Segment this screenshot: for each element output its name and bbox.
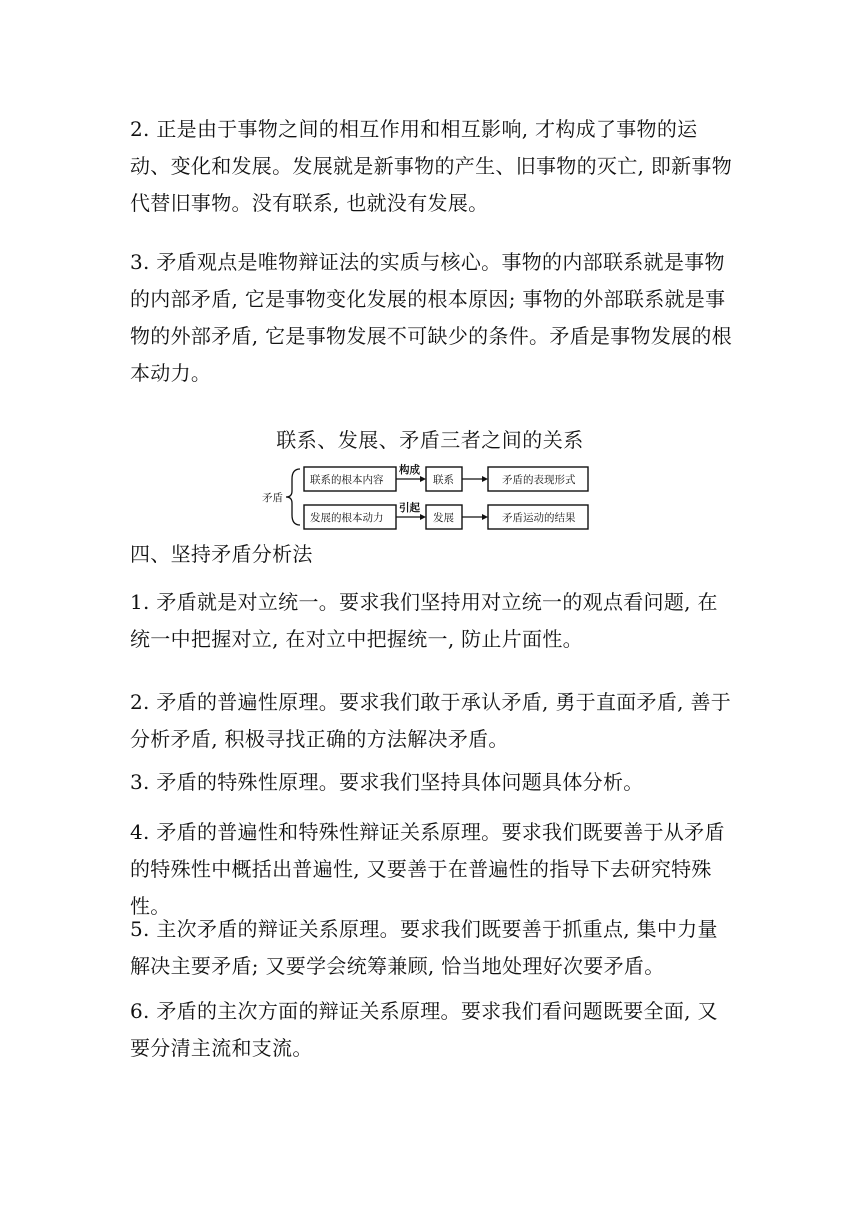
arrowhead-row2-1 (420, 514, 426, 520)
box-row1-1-label: 联系的根本内容 (310, 474, 384, 486)
arrow-row2-label: 引起 (399, 502, 420, 514)
list-item: 2. 矛盾的普遍性原理。要求我们敢于承认矛盾, 勇于直面矛盾, 善于分析矛盾, 积极寻找正确的方法解决矛盾。 (130, 690, 732, 751)
box-row2-3-label: 矛盾运动的结果 (502, 512, 576, 524)
list-item: 5. 主次矛盾的辩证关系原理。要求我们既要善于抓重点, 集中力量解决主要矛盾; 又要学会统筹兼顾, 恰当地处理好次要矛盾。 (130, 917, 718, 978)
paragraph-2: 2. 正是由于事物之间的相互作用和相互影响, 才构成了事物的运动、变化和发展。发展就是新事物的产生、旧事物的灭亡, 即新事物代替旧事物。没有联系, 也就没有发展。 (130, 117, 733, 215)
arrowhead-row1-2 (482, 476, 488, 482)
box-row1-2-label: 联系 (433, 474, 454, 486)
arrow-row1-label: 构成 (399, 464, 420, 476)
box-row2-2-label: 发展 (433, 512, 454, 524)
list-item: 3. 矛盾的特殊性原理。要求我们坚持具体问题具体分析。 (130, 770, 644, 794)
paragraph-3: 3. 矛盾观点是唯物辩证法的实质与核心。事物的内部联系就是事物的内部矛盾, 它是事物变化发展的根本原因; 事物的外部联系就是事物的外部矛盾, 它是事物发展不可缺少的条件。矛盾是事物发展的根本动力。 (130, 250, 733, 385)
diagram-root-label: 矛盾 (262, 492, 283, 504)
arrowhead-row2-2 (482, 514, 488, 520)
box-row1-3-label: 矛盾的表现形式 (502, 474, 576, 486)
section-title: 四、坚持矛盾分析法 (130, 542, 313, 566)
diagram-caption: 联系、发展、矛盾三者之间的关系 (276, 428, 584, 452)
box-row2-1-label: 发展的根本动力 (310, 512, 384, 524)
relationship-diagram (262, 461, 602, 533)
list-item: 6. 矛盾的主次方面的辩证关系原理。要求我们看问题既要全面, 又要分清主流和支流。 (130, 999, 718, 1060)
list-item: 1. 矛盾就是对立统一。要求我们坚持用对立统一的观点看问题, 在统一中把握对立, 在对立中把握统一, 防止片面性。 (130, 590, 718, 651)
list-item: 4. 矛盾的普遍性和特殊性辩证关系原理。要求我们既要善于从矛盾的特殊性中概括出普遍性, 又要善于在普遍性的指导下去研究特殊性。 (130, 820, 725, 918)
arrowhead-row1-1 (420, 476, 426, 482)
brace-shape (286, 469, 300, 525)
